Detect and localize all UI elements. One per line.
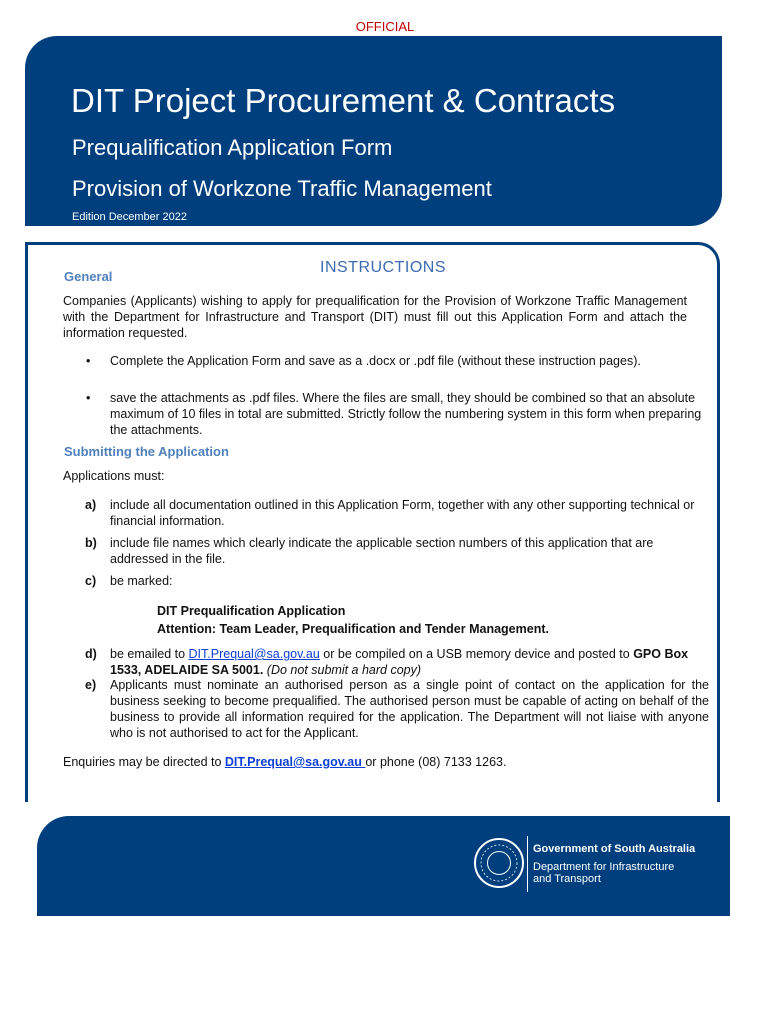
list-item xyxy=(63,677,709,741)
submitting-heading: Submitting the Application xyxy=(64,444,229,459)
title-banner xyxy=(25,36,722,226)
list-item xyxy=(63,646,709,678)
footer-divider xyxy=(527,836,528,892)
document-subtitle: Prequalification Application Form xyxy=(72,135,393,160)
government-name: Government of South Australia xyxy=(533,843,696,855)
list-item xyxy=(63,353,709,369)
item-text: include all documentation outlined in this Application Form, together with any other supporting technical or financial information. xyxy=(110,498,695,528)
instructions-title: INSTRUCTIONS xyxy=(320,259,446,276)
marking-block xyxy=(157,602,549,638)
classification-label: OFFICIAL xyxy=(355,19,415,34)
marking-line: DIT Prequalification Application xyxy=(157,604,346,618)
sa-government-crest-icon xyxy=(474,838,524,888)
item-text: include file names which clearly indicate the applicable section numbers of this application that are addressed in the file. xyxy=(110,536,654,566)
general-heading: General xyxy=(64,269,113,284)
document-subtitle-2: Provision of Workzone Traffic Management xyxy=(72,176,492,201)
item-text: be marked: xyxy=(110,574,173,588)
list-item xyxy=(63,535,709,567)
item-marker: e) xyxy=(85,678,97,692)
department-line: and Transport xyxy=(533,873,601,885)
department-line: Department for Infrastructure xyxy=(533,861,675,873)
bullet-text: save the attachments as .pdf files. Where the files are small, they should be combined so that an absolute maximum of 10 files in total are submitted. Strictly follow the numbering system in this form when preparing the attachments. xyxy=(110,391,702,437)
document-title: DIT Project Procurement & Contracts xyxy=(71,82,616,119)
item-text-part: be emailed to xyxy=(110,647,189,661)
email-link[interactable]: DIT.Prequal@sa.gov.au xyxy=(224,755,366,769)
item-marker: d) xyxy=(85,647,97,661)
enquiries-prefix: Enquiries may be directed to xyxy=(63,755,225,769)
general-paragraph: Companies (Applicants) wishing to apply for prequalification for the Provision of Workzone Traffic Management with the Department for Infrastructure and Transport (DIT) must fill out this Application Form and attach the information requested. xyxy=(63,294,687,340)
item-text xyxy=(110,646,709,678)
bullet-marker: • xyxy=(86,391,91,405)
footer-banner xyxy=(37,816,730,916)
applications-must-text: Applications must: xyxy=(63,469,165,483)
enquiries-suffix: or phone (08) 7133 1263. xyxy=(365,755,507,769)
list-item xyxy=(63,390,709,438)
item-text: Applicants must nominate an authorised person as a single point of contact on the application for the business seeking to become prequalified. The authorised person must be capable of acting on behalf of the business to provide all information required for the application. The Department will not liaise with anyone who is not authorised to act for the Applicant. xyxy=(110,678,709,740)
bullet-text: Complete the Application Form and save as a .docx or .pdf file (without these instruction pages). xyxy=(110,354,641,368)
department-name xyxy=(533,861,723,885)
item-marker: c) xyxy=(85,574,97,588)
item-marker: b) xyxy=(85,536,97,550)
hard-copy-note: (Do not submit a hard copy) xyxy=(266,663,422,677)
postal-address: GPO Box 1533, ADELAIDE SA 5001 xyxy=(110,647,689,677)
item-marker: a) xyxy=(85,498,97,512)
enquiries-text xyxy=(63,754,687,770)
item-text-part: or be compiled on a USB memory device and posted to xyxy=(319,647,634,661)
list-item xyxy=(63,573,709,589)
edition-label: Edition December 2022 xyxy=(72,211,187,223)
list-item xyxy=(63,497,709,529)
marking-line: Attention: Team Leader, Prequalification and Tender Management. xyxy=(157,622,549,636)
bullet-marker: • xyxy=(86,354,91,368)
email-link[interactable]: DIT.Prequal@sa.gov.au xyxy=(188,647,320,661)
crest-inner-icon xyxy=(487,851,511,875)
item-text-part: . xyxy=(259,663,267,677)
